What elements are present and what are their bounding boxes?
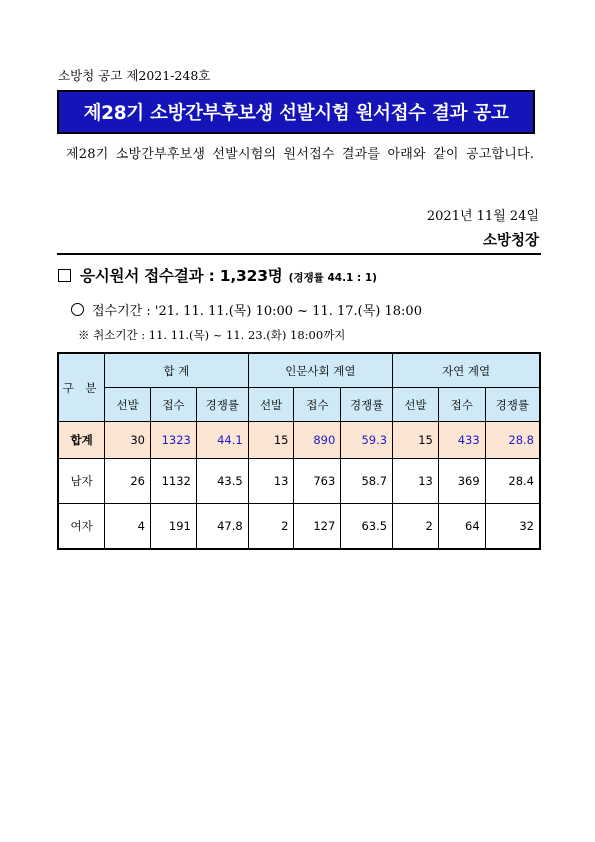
- header-humanities: 인문사회 계열: [248, 353, 392, 388]
- subheader: 경쟁률: [485, 388, 540, 422]
- table-cell: 15: [248, 422, 294, 459]
- header-science: 자연 계열: [393, 353, 540, 388]
- table-cell: 15: [393, 422, 439, 459]
- result-table: [57, 352, 541, 550]
- title-banner: [57, 90, 535, 134]
- header-gubun: 구 분: [58, 353, 105, 422]
- application-period-text: 접수기간 : '21. 11. 11.(목) 10:00 ~ 11. 17.(목) 18:00: [92, 304, 422, 319]
- notice-date: 2021년 11월 24일: [426, 209, 539, 224]
- table-cell: 44.1: [196, 422, 248, 459]
- table-subheader-row: [58, 388, 540, 422]
- table-cell: 1323: [150, 422, 196, 459]
- table-cell: 32: [485, 504, 540, 550]
- square-bullet-icon: [58, 269, 71, 282]
- section-heading: [58, 264, 377, 286]
- section-title: 응시원서 접수결과 : 1,323명: [80, 267, 283, 285]
- table-row-female: [58, 504, 540, 550]
- application-period: [71, 300, 422, 319]
- table-cell: 28.8: [485, 422, 540, 459]
- table-cell: 58.7: [341, 459, 393, 504]
- row-label: 남자: [58, 459, 105, 504]
- header-total: 합 계: [105, 353, 248, 388]
- table-cell: 64: [438, 504, 485, 550]
- intro-text: 제28기 소방간부후보생 선발시험의 원서접수 결과를 아래와 같이 공고합니다.: [66, 147, 535, 162]
- row-label: 여자: [58, 504, 105, 550]
- table-cell: 59.3: [341, 422, 393, 459]
- subheader: 경쟁률: [341, 388, 393, 422]
- notice-number: 소방청 공고 제2021-248호: [58, 68, 211, 83]
- issuer: 소방청장: [482, 233, 539, 249]
- table-cell: 4: [105, 504, 151, 550]
- table-cell: 369: [438, 459, 485, 504]
- subheader: 선발: [248, 388, 294, 422]
- table-cell: 763: [294, 459, 341, 504]
- table-header-row: [58, 353, 540, 388]
- table-cell: 43.5: [196, 459, 248, 504]
- subheader: 접수: [438, 388, 485, 422]
- table-cell: 1132: [150, 459, 196, 504]
- table-cell: 2: [393, 504, 439, 550]
- circle-bullet-icon: [71, 303, 84, 316]
- table-row-male: [58, 459, 540, 504]
- table-cell: 127: [294, 504, 341, 550]
- table-cell: 28.4: [485, 459, 540, 504]
- table-row-total: [58, 422, 540, 459]
- subheader: 접수: [150, 388, 196, 422]
- table-cell: 433: [438, 422, 485, 459]
- subheader: 접수: [294, 388, 341, 422]
- section-ratio: (경쟁률 44.1 : 1): [288, 272, 377, 284]
- table-cell: 47.8: [196, 504, 248, 550]
- subheader: 선발: [393, 388, 439, 422]
- table-cell: 30: [105, 422, 151, 459]
- subheader: 경쟁률: [196, 388, 248, 422]
- table-cell: 2: [248, 504, 294, 550]
- table-cell: 890: [294, 422, 341, 459]
- table-cell: 13: [248, 459, 294, 504]
- table-cell: 26: [105, 459, 151, 504]
- page-title: 제28기 소방간부후보생 선발시험 원서접수 결과 공고: [83, 103, 509, 124]
- cancel-period: ※ 취소기간 : 11. 11.(목) ~ 11. 23.(화) 18:00까지: [78, 328, 346, 342]
- subheader: 선발: [105, 388, 151, 422]
- table-cell: 63.5: [341, 504, 393, 550]
- divider: [57, 253, 541, 255]
- table-cell: 13: [393, 459, 439, 504]
- table-cell: 191: [150, 504, 196, 550]
- row-label: 합계: [58, 422, 105, 459]
